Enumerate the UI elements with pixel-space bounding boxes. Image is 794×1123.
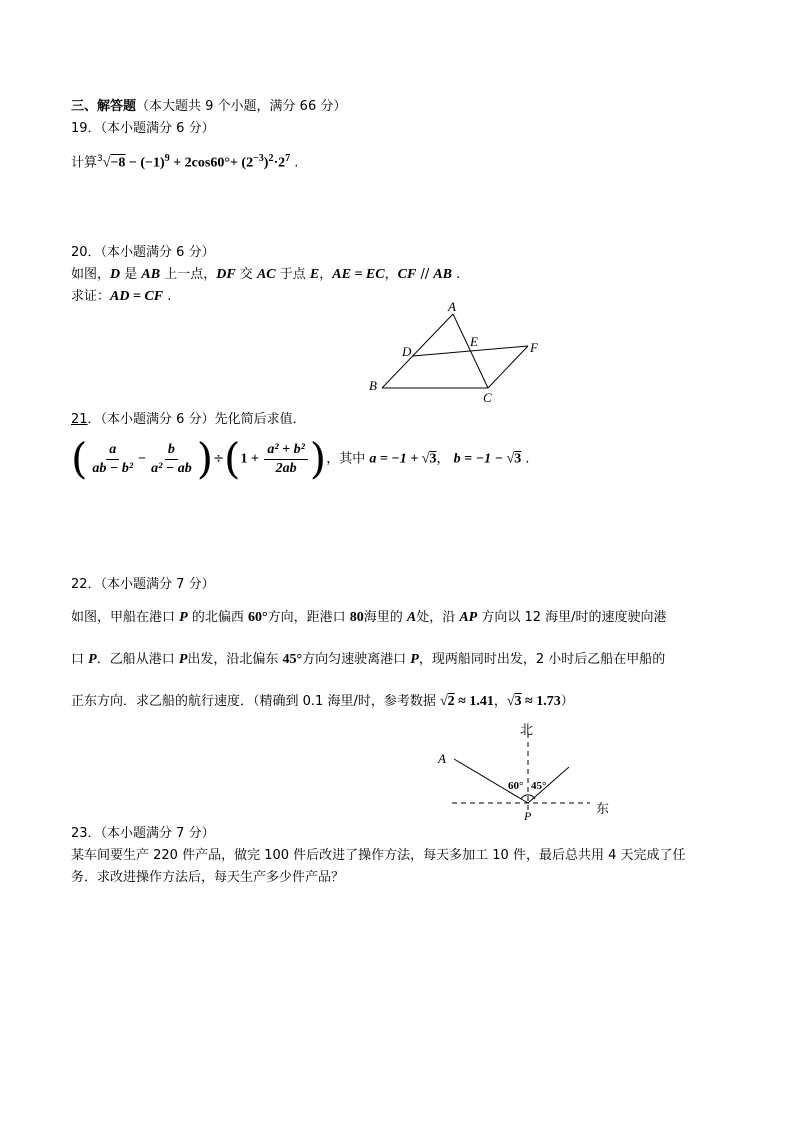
fraction-3-den: 2ab [275, 460, 297, 476]
sqrt-3-a-radicand: 3 [429, 451, 437, 467]
q20-text: . [163, 289, 172, 304]
q21-end: . [521, 451, 530, 467]
q19-header: 19．（本小题满分 6 分） [71, 121, 215, 136]
q21-header-text: ．（本小题满分 6 分）先化简后求值． [87, 412, 306, 427]
label-c: C [483, 390, 492, 405]
q22-var-p: P [88, 652, 97, 667]
q22-var-p: P [410, 652, 419, 667]
q20-text: ， [384, 267, 398, 282]
q20-var-ab2: AB [433, 267, 453, 282]
q20-var-e: E [309, 267, 320, 282]
section-title [71, 98, 346, 116]
sqrt-3: √3 [506, 694, 522, 709]
q22-distance: 80 [349, 610, 364, 625]
q22-angle-60: 60° [247, 610, 268, 625]
q22-text: 海里的 [363, 610, 407, 625]
q22-text: 口 [71, 652, 89, 667]
q20-text: 上一点， [160, 267, 217, 282]
q20-var-df: DF [216, 267, 236, 282]
q22-text: ．乙船从港口 [96, 652, 179, 667]
q22-text: 如图，甲船在港口 [71, 610, 180, 625]
q22-text: 的北偏西 [187, 610, 248, 625]
q19-prefix: 计算 [71, 155, 98, 171]
one-plus: 1 + [240, 451, 263, 467]
q20-var-ac: AC [256, 267, 276, 282]
label-e: E [470, 334, 478, 349]
q20-eq-ae-ec: AE = EC [332, 267, 385, 282]
q22-text: ） [560, 694, 574, 709]
north-label: 北 [520, 722, 534, 737]
q23-line1: 某车间要生产 220 件产品，做完 100 件后改进了操作方法，每天多加工 10 件，最后总共用 4 天完成了任 [71, 848, 686, 863]
q19-exp-neg3: −3 [253, 153, 264, 164]
q22-text: 正东方向．求乙船的航行速度．（精确到 0.1 海里/时，参考数据 [71, 694, 440, 709]
q20-figure [360, 298, 550, 408]
right-paren: ) [196, 434, 214, 483]
section-note: （本大题共 9 个小题，满分 66 分） [136, 99, 347, 114]
q19-term2: + 2cos60°+ (2 [169, 155, 254, 171]
fraction-1 [89, 441, 136, 478]
q22-text: 方向，距港口 [267, 610, 350, 625]
q22-text: 出发，沿北偏东 [187, 652, 283, 667]
label-a: A [448, 299, 456, 314]
q19-expression [71, 150, 298, 172]
left-paren: ( [71, 434, 88, 483]
q20-line2 [71, 288, 171, 306]
q19-term4: ·2 [273, 155, 286, 171]
q21-expression [71, 434, 530, 483]
q22-text: 方向以 12 海里/时的速度驶向港 [477, 610, 667, 625]
q21-comma: ， [436, 451, 450, 467]
sqrt-3-radicand: 3 [514, 694, 522, 709]
fraction-2-den: a² − ab [151, 460, 192, 476]
east-label: 东 [596, 801, 610, 816]
q22-text: 处，沿 [416, 610, 460, 625]
angle-45-label: 45° [531, 780, 547, 792]
segment-cf [488, 346, 528, 388]
q20-prove-eq: AD = CF [110, 289, 164, 304]
sqrt-2: √2 [439, 694, 455, 709]
label-d: D [402, 344, 412, 359]
q21-a-value: a = −1 + [369, 451, 422, 467]
minus-sign: − [138, 451, 147, 467]
q22-var-a: A [406, 610, 417, 625]
q20-var-d: D [110, 267, 121, 282]
q19-radicand: −8 [110, 155, 126, 171]
q20-text: ， [319, 267, 333, 282]
q23-line2: 务．求改进操作方法后，每天生产多少件产品？ [71, 870, 345, 885]
q22-var-p: P [178, 652, 188, 667]
q21-header [71, 411, 306, 429]
q21-number: 21 [71, 412, 88, 427]
q19-radical: √−8 [102, 155, 126, 171]
label-p: P [524, 809, 532, 823]
sqrt-3-a: √3 [421, 451, 437, 467]
q20-var-ab: AB [141, 267, 161, 282]
q20-text: 是 [120, 267, 142, 282]
q22-var-ap: AP [459, 610, 478, 625]
fraction-2 [148, 441, 195, 478]
sqrt-3-b-radicand: 3 [514, 451, 522, 467]
q19-end: . [290, 155, 299, 171]
q19-term1: − (−1) [125, 155, 165, 171]
q23-header: 23．（本小题满分 7 分） [71, 826, 215, 841]
label-b: B [369, 378, 377, 393]
q20-text: 交 [235, 267, 257, 282]
segment-ab [382, 314, 453, 388]
q22-line2 [71, 651, 665, 669]
q19-exp9: 9 [164, 153, 170, 164]
q20-var-cf: CF [397, 267, 417, 282]
q22-approx-173: ≈ 1.73 [521, 694, 561, 709]
q21-where: ，其中 [326, 451, 370, 467]
left-paren-2: ( [224, 434, 241, 483]
q22-line3 [71, 693, 574, 711]
q21-b-value: b = −1 − [453, 451, 507, 467]
fraction-1-num: a [106, 441, 119, 460]
q20-text: 如图， [71, 267, 111, 282]
q20-parallel: // [416, 267, 434, 282]
section-heading: 三、解答题 [71, 99, 137, 114]
q20-text: . [452, 267, 461, 282]
sqrt-2-radicand: 2 [447, 694, 455, 709]
q22-text: ，现两船同时出发，2 小时后乙船在甲船的 [418, 652, 666, 667]
sqrt-3-b: √3 [506, 451, 522, 467]
label-a: A [438, 751, 446, 766]
divide-sign: ÷ [213, 451, 225, 467]
right-paren-2: ) [309, 434, 327, 483]
q22-header: 22．（本小题满分 7 分） [71, 577, 215, 592]
q20-header: 20．（本小题满分 6 分） [71, 245, 215, 260]
q19-root-index: 3 [97, 154, 103, 164]
q20-prove-label: 求证： [71, 289, 111, 304]
fraction-3 [264, 441, 307, 478]
fraction-3-num: a² + b² [264, 441, 307, 460]
q22-figure [430, 718, 630, 826]
q22-angle-45: 45° [282, 652, 303, 667]
q22-text: 方向匀速驶离港口 [302, 652, 411, 667]
angle-60-label: 60° [508, 780, 524, 792]
fraction-2-num: b [165, 441, 178, 460]
fraction-1-den: ab − b² [92, 460, 134, 476]
q22-var-p: P [179, 610, 188, 625]
q19-exp7: 7 [285, 153, 291, 164]
q22-approx-141: ≈ 1.41 [454, 694, 494, 709]
q20-line1 [71, 266, 460, 284]
q22-line1 [71, 609, 667, 627]
q20-text: 于点 [275, 267, 310, 282]
q22-text: ， [493, 694, 507, 709]
q19-term3: ) [263, 155, 269, 171]
q19-exp2: 2 [268, 153, 274, 164]
label-f: F [530, 340, 538, 355]
